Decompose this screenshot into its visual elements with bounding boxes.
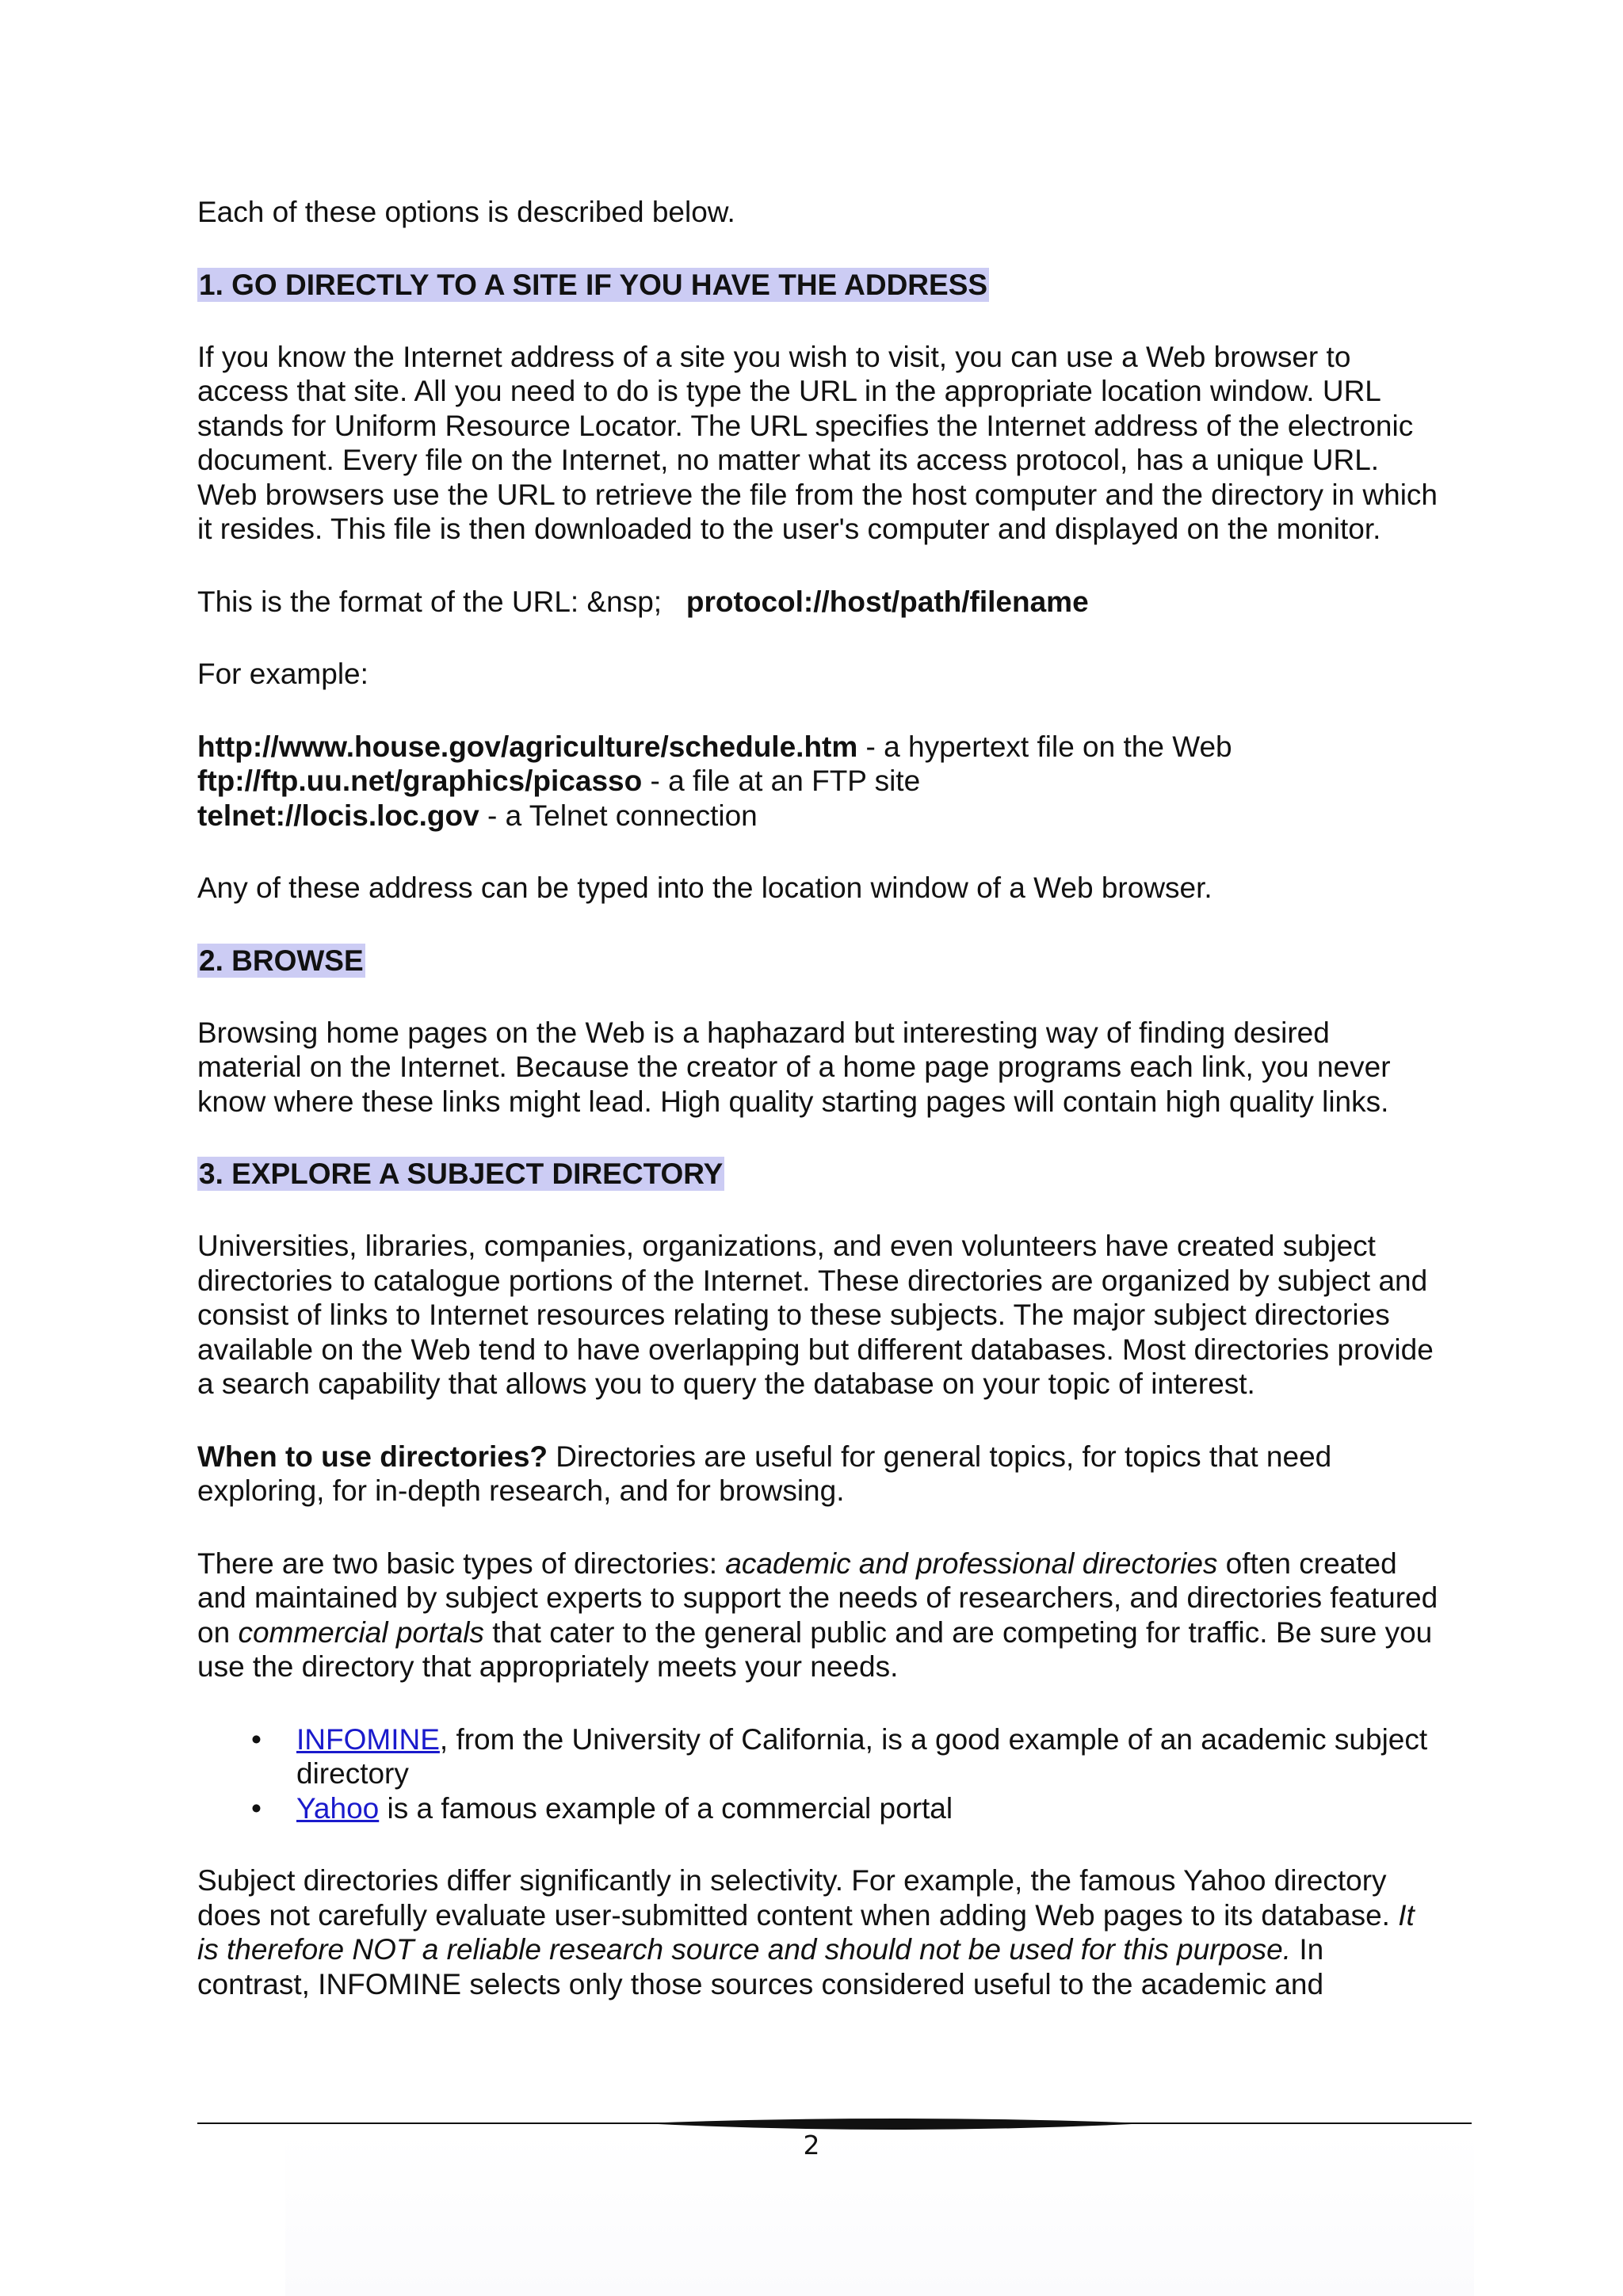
directory-examples-list bbox=[197, 1722, 1442, 1826]
url-format-prefix: This is the format of the URL: &nsp; bbox=[197, 585, 663, 618]
section-1-paragraph: If you know the Internet address of a site you wish to visit, you can use a Web browser to access that site. All you need to do is type the URL in the appropriate location window. URL stands for Uniform Resource Locator. The URL specifies the Internet address of the electronic document. Every file on the Internet, no matter what its access protocol, has a unique URL. Web browsers use the URL to retrieve the file from the host computer and the directory in which it resides. This file is then downloaded to the user's computer and displayed on the monitor. bbox=[197, 340, 1438, 545]
list-item bbox=[197, 1791, 1442, 1826]
section-3 bbox=[197, 1157, 1442, 1229]
page-number: 2 bbox=[803, 2130, 820, 2161]
url-example bbox=[197, 799, 758, 832]
list-item-text: , from the University of California, is a good example of an academic subject directory bbox=[296, 1722, 1428, 1790]
url-example-address: telnet://locis.loc.gov bbox=[197, 799, 479, 832]
list-item bbox=[197, 1722, 1442, 1791]
footer-divider bbox=[197, 2119, 1472, 2130]
commercial-portals-term: commercial portals bbox=[238, 1615, 484, 1649]
directory-types-text: There are two basic types of directories: bbox=[197, 1547, 726, 1580]
when-to-use-paragraph bbox=[197, 1440, 1442, 1508]
yahoo-link[interactable]: Yahoo bbox=[296, 1791, 380, 1825]
url-example-address: http://www.house.gov/agriculture/schedule.htm bbox=[197, 730, 858, 763]
url-example bbox=[197, 730, 1232, 763]
infomine-link[interactable]: INFOMINE bbox=[296, 1722, 440, 1756]
selectivity-warning: It is therefore NOT a reliable research source and should not be used for this purpose. bbox=[197, 1898, 1415, 1966]
url-example-description: - a file at an FTP site bbox=[642, 765, 921, 797]
section-2-heading: 2. BROWSE bbox=[199, 944, 364, 977]
section-1-closing: Any of these address can be typed into the location window of a Web browser. bbox=[197, 871, 1212, 904]
url-example bbox=[197, 765, 920, 797]
list-item-text: is a famous example of a commercial portal bbox=[379, 1791, 953, 1825]
section-1 bbox=[197, 268, 1442, 340]
directory-types-text: often created and maintained by subject experts to support the needs of researchers, and directories featured on bbox=[197, 1547, 1438, 1649]
section-3-heading: 3. EXPLORE A SUBJECT DIRECTORY bbox=[199, 1158, 724, 1190]
bullet-icon: • bbox=[251, 1722, 262, 1756]
selectivity-paragraph bbox=[197, 1863, 1442, 2001]
section-3-paragraph: Universities, libraries, companies, organizations, and even volunteers have created subject directories to catalogue portions of the Internet. These directories are organized by subject and consist of links to Internet resources relating to these subjects. The major subject directories available on the Web tend to have overlapping but different databases. Most directories provide a search capability that allows you to query the database on your topic of interest. bbox=[197, 1230, 1434, 1400]
url-example-address: ftp://ftp.uu.net/graphics/picasso bbox=[197, 765, 643, 797]
section-2 bbox=[197, 944, 1442, 1016]
url-example-description: - a hypertext file on the Web bbox=[857, 730, 1232, 763]
directory-types-text: that cater to the general public and are competing for traffic. Be sure you use the directory that appropriately meets your needs. bbox=[197, 1615, 1433, 1683]
section-1-heading: 1. GO DIRECTLY TO A SITE IF YOU HAVE THE ADDRESS bbox=[199, 268, 988, 301]
when-to-use-label: When to use directories? bbox=[197, 1440, 548, 1473]
when-to-use-text: Directories are useful for general topics, for topics that need exploring, for in-depth research, and for browsing. bbox=[197, 1440, 1332, 1507]
selectivity-text: In contrast, INFOMINE selects only those sources considered useful to the academic and bbox=[197, 1933, 1324, 2000]
document-body bbox=[197, 195, 1442, 2039]
url-format-value: protocol://host/path/filename bbox=[685, 585, 1089, 618]
url-format-line bbox=[197, 585, 1442, 620]
academic-directories-term: academic and professional directories bbox=[725, 1547, 1218, 1580]
section-2-paragraph: Browsing home pages on the Web is a haphazard but interesting way of finding desired material on the Internet. Because the creator of a home page programs each link, you never know where these links might lead. High quality starting pages will contain high quality links. bbox=[197, 1016, 1391, 1118]
intro-paragraph: Each of these options is described below. bbox=[197, 196, 735, 228]
directory-types-paragraph bbox=[197, 1547, 1442, 1684]
selectivity-text: Subject directories differ significantly in selectivity. For example, the famous Yahoo directory does not carefully evaluate user-submitted content when adding Web pages to its database. bbox=[197, 1864, 1399, 1932]
url-example-description: - a Telnet connection bbox=[479, 799, 758, 832]
url-examples bbox=[197, 730, 1442, 833]
for-example-label: For example: bbox=[197, 658, 369, 690]
bullet-icon: • bbox=[251, 1791, 262, 1825]
